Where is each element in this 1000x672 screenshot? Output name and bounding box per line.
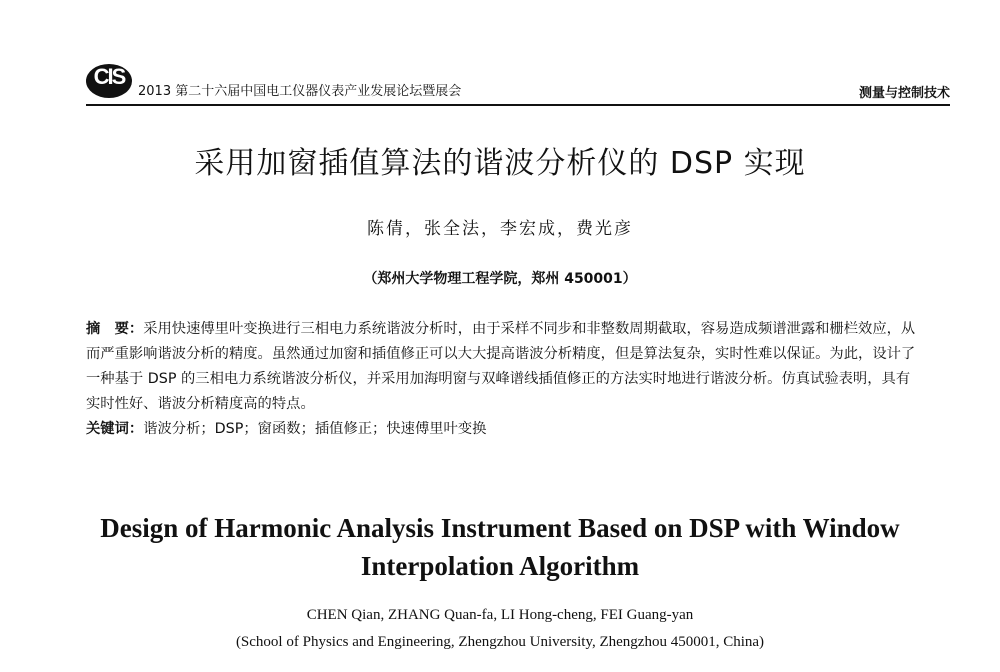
english-authors: CHEN Qian, ZHANG Quan-fa, LI Hong-cheng, FEI Guang-yan — [306, 607, 694, 623]
chinese-affiliation: （郑州大学物理工程学院，郑州 450001） — [363, 271, 637, 287]
abstract-block — [86, 317, 916, 442]
keywords-label: 关键词： — [86, 421, 144, 437]
english-title-line1: Design of Harmonic Analysis Instrument Based on DSP with Window — [100, 513, 900, 543]
abstract-label: 摘 要： — [86, 321, 144, 337]
keywords-text: 谐波分析；DSP；窗函数；插值修正；快速傅里叶变换 — [143, 421, 487, 437]
chinese-title: 采用加窗插值算法的谐波分析仪的 DSP 实现 — [194, 146, 806, 181]
section-name: 测量与控制技术 — [858, 86, 950, 101]
conference-logo-icon: CIS — [86, 64, 132, 98]
english-affiliation: (School of Physics and Engineering, Zhengzhou University, Zhengzhou 450001, China) — [235, 634, 765, 650]
english-title-line2: Interpolation Algorithm — [360, 551, 640, 581]
english-title — [0, 509, 1000, 585]
running-header — [86, 64, 950, 106]
keywords-paragraph — [86, 417, 916, 442]
abstract-text: 采用快速傅里叶变换进行三相电力系统谐波分析时，由于采样不同步和非整数周期截取，容易造成频谱泄露和栅栏效应，从而严重影响谐波分析的精度。虽然通过加窗和插值修正可以大大提高谐波分析精度，但是算法复杂，实时性难以保证。为此，设计了一种基于 DSP 的三相电力系统谐波分析仪，并采用加海明窗与双峰谱线插值修正的方法实时地进行谐波分析。仿真试验表明，具有实时性好、谐波分析精度高的特点。 — [86, 321, 916, 412]
conference-name: 2013 第二十六届中国电工仪器仪表产业发展论坛暨展会 — [138, 84, 462, 99]
abstract-paragraph — [86, 317, 916, 417]
chinese-authors: 陈倩，张全法，李宏成，费光彦 — [367, 219, 633, 239]
